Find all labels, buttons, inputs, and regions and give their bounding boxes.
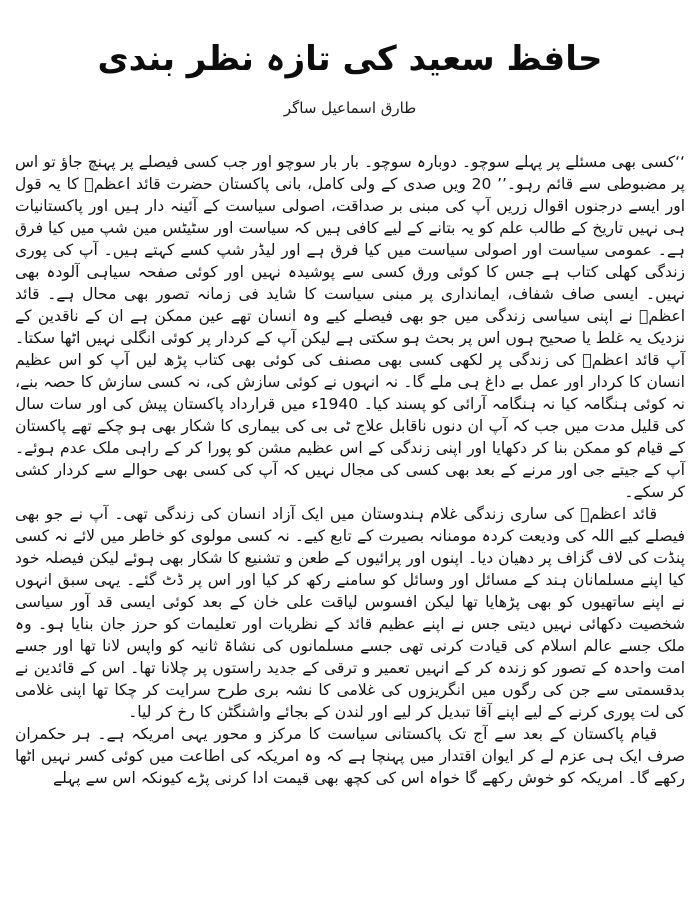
- body-paragraph: قیام پاکستان کے بعد سے آج تک پاکستانی سیاست کا مرکز و محور یہی امریکہ ہے۔ ہر حکمران صرف ایک ہی عزم لے کر ایوان اقتدار میں پہنچا ہے کہ وہ امریکہ کی اطاعت میں کوئی کسر نہیں اٹھا رکھے گا۔ امریکہ کو خوش رکھے گا خواہ اس کی کچھ بھی قیمت ادا کرنی پڑے کیونکہ اس سے پہلے: [15, 725, 685, 787]
- article-body: [15, 151, 685, 789]
- article-author: طارق اسماعیل ساگر: [283, 99, 417, 117]
- article-title: حافظ سعید کی تازہ نظر بندی: [97, 39, 603, 79]
- body-paragraph: قائد اعظمؒ کی ساری زندگی غلام ہندوستان میں ایک آزاد انسان کی زندگی تھی۔ آپ نے جو بھی فیصلے کیے اللہ کی ودیعت کردہ مومنانہ بصیرت کے تابع کیے۔ نہ کسی مولوی کو خاطر میں لائے نہ کسی پنڈت کی لاف گزاف پر دھیان دیا۔ اپنوں اور پرائیوں کے طعن و تشنیع کا شکار بھی ہوئے لیکن فیصلہ خود کیا اپنے مسلمانان ہند کے مسائل اور وسائل کو سامنے رکھ کر کیا اور اس پر ڈٹ گئے۔ یہی سبق انہوں نے اپنے ساتھیوں کو بھی پڑھایا تھا لیکن افسوس لیاقت علی خان کے بعد کوئی ایسی قد آور سیاسی شخصیت دکھائی نہیں دیتی جس نے اپنے عظیم قائد کے نظریات اور تعلیمات کو حرز جان بنایا ہو۔ وہ ملک جسے عالم اسلام کی قیادت کرنی تھی جسے مسلمانوں کی نشاۃ ثانیہ کو واپس لانا تھا اور جسے امت واحدہ کے تصور کو زندہ کر کے انہیں تعمیر و ترقی کے جدید راستوں پر چلانا تھا۔ اس کے قائدین نے بدقسمتی سے جن کی رگوں میں انگریزوں کی غلامی کا نشہ بری طرح سرایت کر چکا تھا اپنی غلامی کی لت پوری کرنے کے لیے اپنے آقا تبدیل کر لیے اور لندن کے بجائے واشنگٹن کا رخ کر لیا۔: [15, 505, 685, 721]
- body-paragraph: ‘‘کسی بھی مسئلے پر پہلے سوچو۔ دوبارہ سوچو۔ بار بار سوچو اور جب کسی فیصلے پر پہنچ جاؤ تو اس پر مضبوطی سے قائم رہو۔’’ 20 ویں صدی کے ولی کامل، بانی پاکستان حضرت قائد اعظمؒ کا یہ قول اور ایسے درجنوں اقوال زریں آپ کی مبنی بر صداقت، اصولی سیاست کے آئینہ دار ہیں اور پاکستانیات ہی نہیں تاریخ کے طالب علم کو یہ بتانے کے لیے کافی ہیں کہ سیاست اور سٹیٹس مین شپ میں کیا فرق ہے۔ عمومی سیاست اور اصولی سیاست میں کیا فرق ہے اور لیڈر شپ کسے کہتے ہیں۔ آپ کی پوری زندگی کھلی کتاب ہے جس کا کوئی ورق کسی سے پوشیدہ نہیں اور کوئی صفحہ سیاہی آلودہ بھی نہیں۔ ایسی صاف شفاف، ایمانداری پر مبنی سیاست کا شاید فی زمانہ تصور بھی محال ہے۔ قائد اعظمؒ نے اپنی سیاسی زندگی میں جو بھی فیصلے کیے وہ انسان تھے عین ممکن ہے ان کے ناقدین کے نزدیک یہ غلط یا صحیح ہوں اس پر بحث ہو سکتی ہے لیکن آپ کے کردار پر کوئی انگلی نہیں اٹھا سکتا۔ آپ قائد اعظمؒ کی زندگی پر لکھی کسی بھی مصنف کی کوئی بھی کتاب پڑھ لیں آپ کو اس عظیم انسان کا کردار اور عمل بے داغ ہی ملے گا۔ نہ انہوں نے کوئی سازش کی، نہ کسی سازش کا حصہ بنے، نہ کوئی ہنگامہ کیا نہ ہنگامہ آرائی کو پسند کیا۔ 1940ء میں قرارداد پاکستان پیش کی اور سات سال کی قلیل مدت میں جب کہ آپ ان دنوں ناقابل علاج ٹی بی کی بیماری کا شکار بھی ہو چکے تھے پاکستان کے قیام کو ممکن بنا کر دکھایا اور اپنی زندگی کے اس عظیم مشن کو پورا کر کے راہی ملک عدم ہوئے۔ آپ کے جیتے جی اور مرنے کے بعد بھی کسی کی مجال نہیں کہ آپ کی کسی بھی حوالے سے کردار کشی کر سکے۔: [15, 153, 686, 501]
